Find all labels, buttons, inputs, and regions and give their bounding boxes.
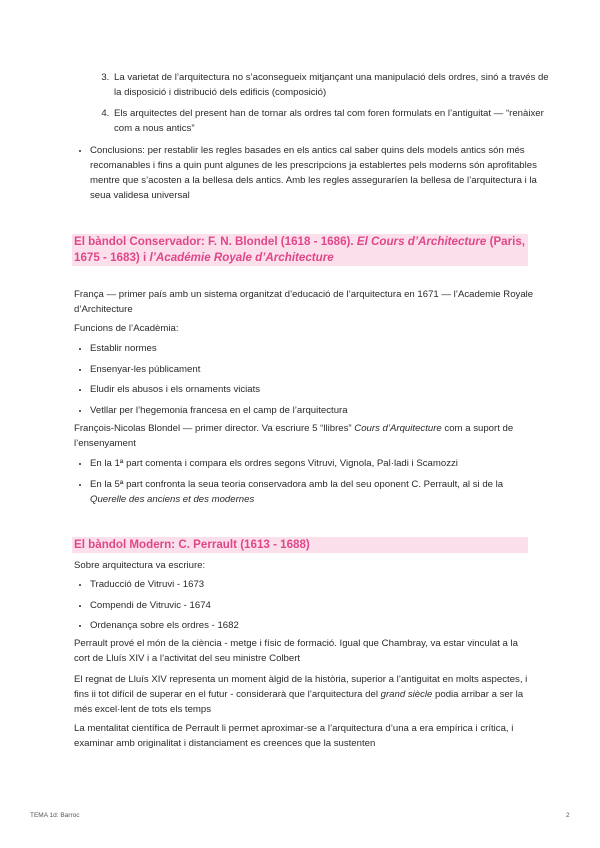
list-item: • Vetllar per l’hegemonia francesa en el camp de l’arquitectura xyxy=(90,403,540,418)
paragraph-france: França — primer país amb un sistema organitzat d’educació de l’arquitectura en 1671 — l’Academie Royale d’Architecture xyxy=(74,289,534,315)
page-number: 2 xyxy=(566,812,570,819)
paragraph-perrault: Perrault prové el món de la ciència - metge i físic de formació. Igual que Chambray, va estar vinculat a la cort de Lluís XIV i a l’activitat del seu ministre Colbert xyxy=(74,638,519,664)
section-heading-modern: El bàndol Modern: C. Perrault (1613 - 1688) xyxy=(72,537,528,553)
footer-title: TEMA 1d: Barroc xyxy=(30,812,80,819)
list-item: • En la 5ª part confronta la seua teoria conservadora amb la del seu oponent C. Perrault, al si de la Querelle des anciens et des modernes xyxy=(90,477,540,507)
paragraph-blondel: François-Nicolas Blondel — primer director. Va escriure 5 “llibres” Cours d’Arquitecture com a suport de l’ensenyament xyxy=(74,423,514,449)
list-item: • Ordenança sobre els ordres - 1682 xyxy=(90,618,540,633)
writings-label: Sobre arquitectura va escriure: xyxy=(74,560,206,571)
list-item: • Eludir els abusos i els ornaments viciats xyxy=(90,382,540,397)
list-item: • Traducció de Vitruvi - 1673 xyxy=(90,577,540,592)
parts-list xyxy=(76,456,540,512)
list-item: • Establir normes xyxy=(90,341,540,356)
paragraph-lluis-xiv: El regnat de Lluís XIV representa un moment àlgid de la història, superior a l’antiguitat en molts aspectes, i fins ii tot difícil de superar en el futur - considerarà que l’arquitectura del grand siècle podia arribar a ser la més excel·lent de tots els temps xyxy=(74,674,528,715)
numbered-list xyxy=(92,70,552,142)
list-item: • Compendi de Vitruvic - 1674 xyxy=(90,598,540,613)
list-item: • En la 1ª part comenta i compara els ordres segons Vitruvi, Vignola, Pal·ladi i Scamozzi xyxy=(90,456,540,471)
list-item: • Ensenyar-les públicament xyxy=(90,362,540,377)
list-item: 3. La varietat de l’arquitectura no s’aconsegueix mitjançant una manipulació dels ordres, sinó a través de la disposició i distribució dels edificis (composició) xyxy=(112,70,552,100)
conclusions-item: • Conclusions: per restablir les regles basades en els antics cal saber quins dels models antics són més recomanables i fins a quin punt algunes de les prescripcions ja establertes pels moderns són aprofitables mentre que s’acosten a la bellesa dels antics. Amb les regles asseguraríen la bellesa de l’arquitectura i la seua validesa universal xyxy=(90,143,550,203)
functions-list xyxy=(76,341,540,423)
conclusions-list xyxy=(76,143,550,203)
writings-list xyxy=(76,577,540,639)
list-item: 4. Els arquitectes del present han de tornar als ordres tal com foren formulats en l’antiguitat — “renàixer com a nous antics” xyxy=(112,106,552,136)
section-heading-conservador: El bàndol Conservador: F. N. Blondel (1618 - 1686). El Cours d’Architecture (Paris, 1675 - 1683) i l’Académie Royale d’Architecture xyxy=(72,234,528,266)
paragraph-mentalitat: La mentalitat científica de Perrault li permet aproximar-se a l’arquitectura d’una a era empírica i crítica, i examinar amb originalitat i distanciament es creences que la sustenten xyxy=(74,723,514,749)
functions-label: Funcions de l’Acadèmia: xyxy=(74,323,179,334)
